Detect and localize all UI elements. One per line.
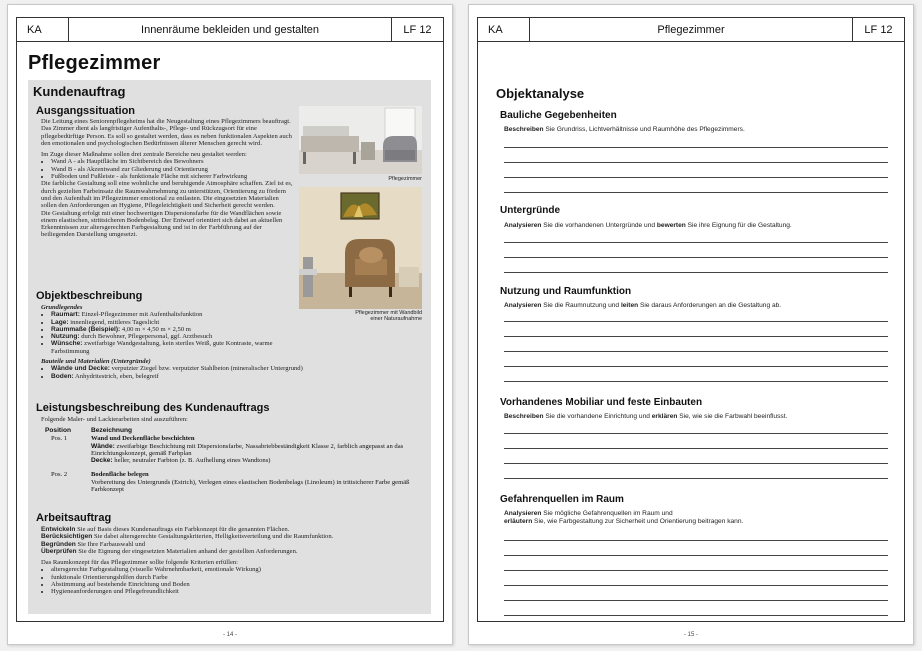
section-instruction: Analysieren Sie mögliche Gefahrenquellen im Raum und erläutern Sie, wie Farbgestaltung zur Sicherheit und Orientierung beitragen kann. <box>504 510 744 525</box>
left-page <box>7 4 453 645</box>
answer-line[interactable] <box>504 257 888 258</box>
header-title: Innenräume bekleiden und gestalten <box>141 23 319 36</box>
grundlegendes-label: Grundlegendes <box>41 304 83 311</box>
bau-item: • Boden: Anhydritestrich, eben, belegreif <box>51 373 381 380</box>
leistungsbeschreibung-heading: Leistungsbeschreibung des Kundenauftrags <box>36 402 270 414</box>
section-heading: Untergründe <box>500 205 560 216</box>
content-frame <box>16 42 444 622</box>
criteria-item: • Abstimmung auf bestehende Einrichtung und Boden <box>51 581 421 588</box>
page-header <box>477 17 905 42</box>
room-photo-illustration <box>299 106 422 174</box>
arbeitsauftrag-heading: Arbeitsauftrag <box>36 512 112 524</box>
table-row: Pos. 2 Bodenfläche belegen Vorbereitung des Untergrunds (Estrich), Verlegen eines elastischen Bodenbelags (Linoleum) in trittsicherer Farbe gemäß Farbkonzept <box>51 471 410 494</box>
section-heading: Nutzung und Raumfunktion <box>500 286 632 297</box>
grund-item: • Wünsche: zweifarbige Wandgestaltung, kein steriles Weiß, gute Kontraste, warme Farbstimmung <box>51 340 296 355</box>
answer-line[interactable] <box>504 242 888 243</box>
answer-line[interactable] <box>504 192 888 193</box>
grund-item: • Raummaße (Beispiel): 4,00 m × 4,50 m × 2,50 m <box>51 326 296 333</box>
answer-line[interactable] <box>504 321 888 322</box>
ausgangssituation-heading: Ausgangssituation <box>36 105 136 117</box>
header-code: KA <box>17 18 69 41</box>
ausgang-bullet: • Wand B - als Akzentwand zur Gliederung und Orientierung <box>51 166 293 173</box>
page-number: - 14 - <box>222 632 237 638</box>
grund-item: • Nutzung: durch Bewohner, Pflegepersonal, ggf. Arztbesuch <box>51 333 296 340</box>
ausgang-bullet: • Fußboden und Fußleiste - als funktionale Fläche mit sicherer Farbwirkung <box>51 173 293 180</box>
ausgang-p4: Die Gestaltung erfolgt mit einer hochwertigen Dispersionsfarbe für die Wandflächen sowie einem elastischen, strittsicheren Bodenbelag. Der Entwurf orientiert sich dabei an aktuellen Erkenntnissen zur altersgerechten Farbgestaltung und ist in der Farbführung auf der beiliegenden Darstellung umgesetzt. <box>41 209 283 239</box>
arbeit-line: Begründen Sie Ihre Farbauswahl und <box>41 540 146 548</box>
header-lf: LF 12 <box>391 18 443 41</box>
section-heading: Vorhandenes Mobiliar und feste Einbauten <box>500 397 703 408</box>
answer-line[interactable] <box>504 433 888 434</box>
answer-line[interactable] <box>504 463 888 464</box>
header-lf: LF 12 <box>852 18 904 41</box>
caption-line: einer Naturaufnahme <box>370 316 422 323</box>
objektbeschreibung-text <box>41 304 303 380</box>
ausgang-p1: Die Leitung eines Seniorenpflegeheims hat die Neugestaltung eines Pflegezimmers beauftragt. Das Zimmer dient als langfristiger Aufenthalts-, Pflege- und Rückzugsort für eine pflegebedürftige Person. Es soll so gestaltet werden, dass es neben funktionalen Aspekten auch den emotionalen und psychologischen Bedürfnissen älterer Menschen gerecht wird. <box>41 118 292 147</box>
ausgang-p3: Die farbliche Gestaltung soll eine wohnliche und beruhigende Atmosphäre schaffen. Ziel ist es, durch gezielten Farbeinsatz die Raumwahrnehmung zu unterstützen, Orientierung zu fördern und den Aufenthalt im Pflegezimmer emotional zu entlasten. Die eingesetzten Materialien sollen den Anforderungen an Hygiene, Pflegeleichtigkeit und Sicherheit gerecht werden. <box>41 180 293 210</box>
section-instruction: Beschreiben Sie die vorhandene Einrichtung und erklären Sie, wie sie die Farbwahl beeinflusst. <box>504 413 788 420</box>
answer-line[interactable] <box>504 615 888 616</box>
answer-line[interactable] <box>504 478 888 479</box>
mural-photo-illustration <box>299 187 422 309</box>
bau-item: • Wände und Decke: verputzter Ziegel bzw. verputzter Stahlbeton (mineralischer Untergrund) <box>51 365 381 372</box>
answer-line[interactable] <box>504 336 888 337</box>
answer-line[interactable] <box>504 540 888 541</box>
criteria-item: • Hygieneanforderungen und Pflegefreundlichkeit <box>51 588 421 595</box>
photo-caption: Pflegezimmer <box>388 176 422 182</box>
answer-line[interactable] <box>504 351 888 352</box>
objektanalyse-title: Objektanalyse <box>496 86 585 101</box>
objektbeschreibung-heading: Objektbeschreibung <box>36 290 143 302</box>
arbeitsauftrag-text <box>41 526 421 596</box>
section-heading: Bauliche Gegebenheiten <box>500 110 617 121</box>
answer-line[interactable] <box>504 448 888 449</box>
caption-line: Pflegezimmer mit Wandbild <box>355 310 422 316</box>
leistung-table <box>45 427 425 493</box>
criteria-item: • altersgerechte Farbgestaltung (visuelle Wahrnehmbarkeit, emotionale Wirkung) <box>51 566 421 573</box>
answer-line[interactable] <box>504 555 888 556</box>
answer-line[interactable] <box>504 162 888 163</box>
answer-line[interactable] <box>504 570 888 571</box>
content-frame <box>477 42 905 622</box>
page-number: - 15 - <box>683 632 698 638</box>
answer-line[interactable] <box>504 272 888 273</box>
room-photo-with-mural <box>299 187 422 309</box>
ausgangssituation-text <box>41 118 293 239</box>
answer-line[interactable] <box>504 366 888 367</box>
col-position: Position <box>45 427 72 434</box>
photo-caption-mural <box>333 310 422 322</box>
room-photo <box>299 106 422 174</box>
kundenauftrag-heading: Kundenauftrag <box>33 84 126 99</box>
answer-line[interactable] <box>504 381 888 382</box>
leistung-intro: Folgende Maler- und Lackierarbeiten sind auszuführen: <box>41 416 188 423</box>
section-instruction: Analysieren Sie die Raumnutzung und leiten Sie daraus Anforderungen an die Gestaltung ab. <box>504 302 782 309</box>
arbeit-line: Entwickeln Sie auf Basis dieses Kundenauftrags ein Farbkonzept für die genannten Flächen. <box>41 526 290 533</box>
table-row: Pos. 1 Wand und Deckenfläche beschichten Wände: zweifarbige Beschichtung mit Dispersionsfarbe, Nassabriebbeständigkeit Klasse 2, farblich angepasst an das Einrichtungskonzept, gemäß Farbplan Decke: heller, neutraler Farbton (z. B. Aufhellung eines Wandtons) <box>51 435 404 465</box>
grund-item: • Lage: innenliegend, mittleres Tageslicht <box>51 319 296 326</box>
page-title: Pflegezimmer <box>28 52 161 74</box>
grund-item: • Raumart: Einzel-Pflegezimmer mit Aufenthaltsfunktion <box>51 311 296 318</box>
arbeit-line: Berücksichtigen Sie dabei altersgerechte Gestaltungskriterien, Helligkeitsverteilung und die Raumfunktion. <box>41 533 334 541</box>
header-code: KA <box>478 18 530 41</box>
answer-line[interactable] <box>504 600 888 601</box>
answer-line[interactable] <box>504 147 888 148</box>
arbeit-line: Überprüfen Sie die Eignung der eingesetzten Materialien anhand der gestellten Anforderungen. <box>41 547 298 555</box>
header-title: Pflegezimmer <box>657 23 725 36</box>
answer-line[interactable] <box>504 585 888 586</box>
section-instruction: Beschreiben Sie Grundriss, Lichtverhältnisse und Raumhöhe des Pflegezimmers. <box>504 126 745 133</box>
page-header <box>16 17 444 42</box>
criteria-item: • funktionale Orientierungshilfen durch Farbe <box>51 574 421 581</box>
ausgang-p2: Im Zuge dieser Maßnahme sollen drei zentrale Bereiche neu gestaltet werden: <box>41 151 247 159</box>
col-bezeichnung: Bezeichnung <box>91 427 133 434</box>
kundenauftrag-box <box>28 80 431 614</box>
answer-line[interactable] <box>504 177 888 178</box>
right-page <box>468 4 914 645</box>
bauteile-label: Bauteile und Materialien (Untergründe) <box>41 358 151 366</box>
section-heading: Gefahrenquellen im Raum <box>500 494 624 505</box>
section-instruction: Analysieren Sie die vorhandenen Untergründe und bewerten Sie ihre Eignung für die Gestaltung. <box>504 222 792 229</box>
ausgang-bullet: • Wand A - als Hauptfläche im Sichtbereich des Bewohners <box>51 158 293 165</box>
criteria-intro: Das Raumkonzept für das Pflegezimmer sollte folgende Kriterien erfüllen: <box>41 559 239 567</box>
